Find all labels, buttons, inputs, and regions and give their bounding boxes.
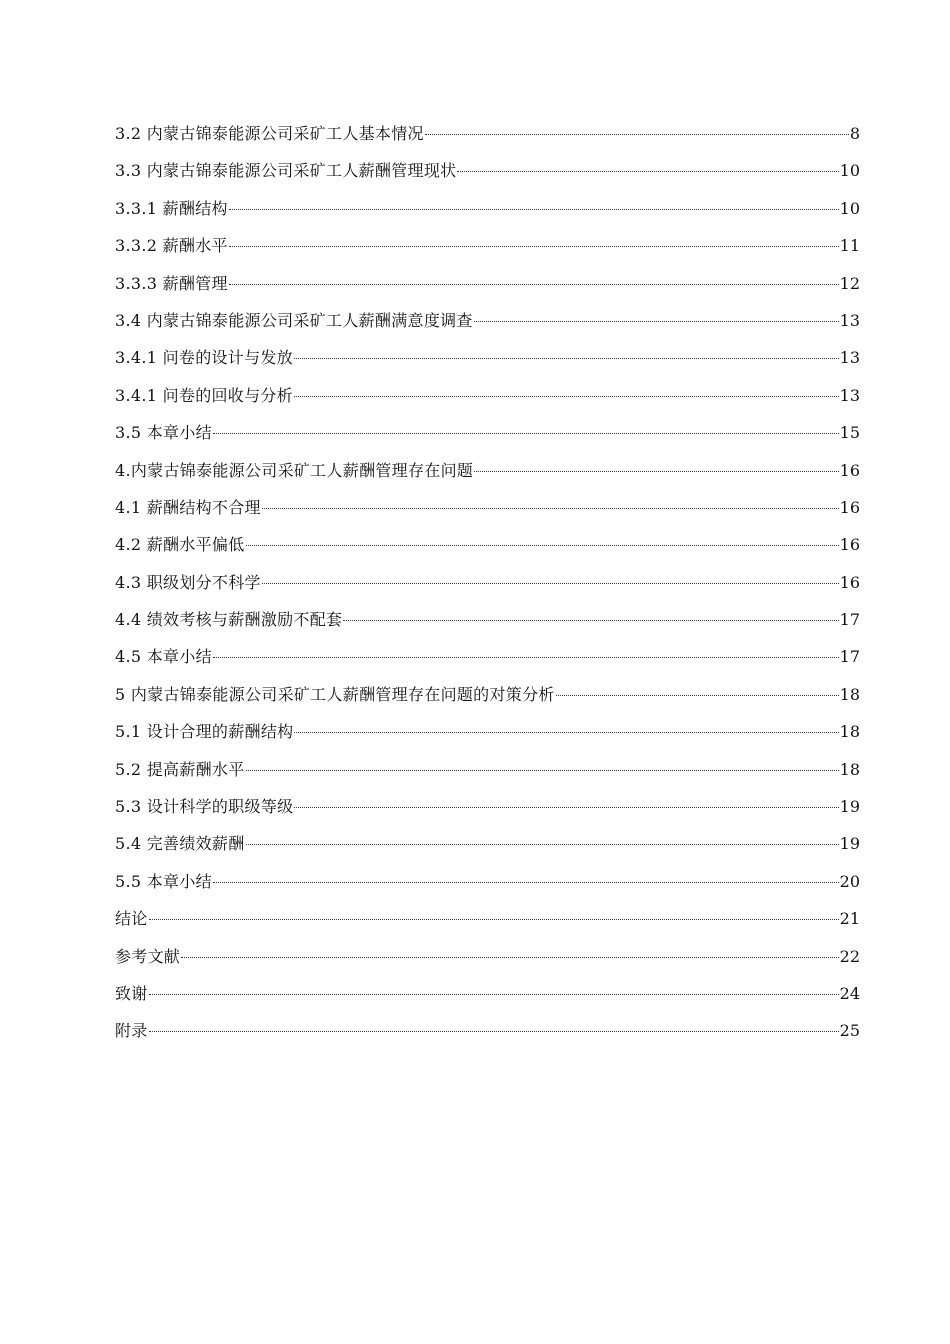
toc-entry[interactable] bbox=[115, 975, 860, 1012]
toc-entry[interactable] bbox=[115, 227, 860, 264]
toc-entry[interactable] bbox=[115, 489, 860, 526]
toc-entry-title: 4.内蒙古锦泰能源公司采矿工人薪酬管理存在问题 bbox=[115, 460, 474, 480]
toc-entry-title: 4.2 薪酬水平偏低 bbox=[115, 535, 245, 555]
toc-entry[interactable] bbox=[115, 713, 860, 750]
toc-entry-title: 3.3.2 薪酬水平 bbox=[115, 236, 228, 256]
toc-entry[interactable] bbox=[115, 825, 860, 862]
toc-entry[interactable] bbox=[115, 414, 860, 451]
toc-entry-page: 15 bbox=[839, 423, 860, 443]
toc-leader-dots bbox=[294, 396, 839, 397]
toc-entry-title: 3.3.1 薪酬结构 bbox=[115, 198, 228, 218]
toc-entry-page: 19 bbox=[839, 797, 860, 817]
toc-entry-title: 附录 bbox=[115, 1021, 148, 1041]
toc-entry[interactable] bbox=[115, 863, 860, 900]
toc-leader-dots bbox=[246, 770, 839, 771]
toc-leader-dots bbox=[474, 471, 838, 472]
toc-leader-dots bbox=[474, 321, 839, 322]
toc-entry[interactable] bbox=[115, 190, 860, 227]
toc-entry[interactable] bbox=[115, 938, 860, 975]
table-of-contents bbox=[115, 115, 860, 1050]
toc-entry[interactable] bbox=[115, 526, 860, 563]
toc-entry[interactable] bbox=[115, 788, 860, 825]
toc-entry[interactable] bbox=[115, 339, 860, 376]
toc-leader-dots bbox=[556, 695, 839, 696]
toc-entry-title: 致谢 bbox=[115, 983, 148, 1003]
toc-leader-dots bbox=[343, 620, 838, 621]
toc-entry-title: 3.3.3 薪酬管理 bbox=[115, 273, 228, 293]
toc-entry-title: 5.2 提高薪酬水平 bbox=[115, 759, 245, 779]
toc-entry-page: 13 bbox=[839, 348, 860, 368]
toc-entry[interactable] bbox=[115, 377, 860, 414]
toc-entry-title: 4.1 薪酬结构不合理 bbox=[115, 497, 261, 517]
toc-entry-page: 8 bbox=[849, 124, 860, 143]
toc-entry[interactable] bbox=[115, 601, 860, 638]
toc-entry-page: 19 bbox=[839, 834, 860, 854]
toc-leader-dots bbox=[149, 1031, 839, 1032]
toc-entry[interactable] bbox=[115, 638, 860, 675]
toc-entry-page: 16 bbox=[839, 535, 860, 555]
toc-entry-title: 3.5 本章小结 bbox=[115, 423, 212, 443]
toc-entry-page: 12 bbox=[839, 273, 860, 293]
toc-entry[interactable] bbox=[115, 1012, 860, 1049]
toc-entry-page: 11 bbox=[839, 236, 860, 256]
toc-entry[interactable] bbox=[115, 302, 860, 339]
toc-entry-page: 18 bbox=[839, 722, 860, 742]
toc-entry[interactable] bbox=[115, 900, 860, 937]
toc-entry-page: 18 bbox=[839, 759, 860, 779]
toc-entry-title: 4.5 本章小结 bbox=[115, 647, 212, 667]
toc-entry-page: 25 bbox=[839, 1021, 860, 1041]
toc-entry-title: 4.3 职级划分不科学 bbox=[115, 572, 261, 592]
toc-entry-page: 17 bbox=[839, 610, 860, 630]
toc-entry-title: 参考文献 bbox=[115, 946, 181, 966]
toc-entry-page: 18 bbox=[839, 684, 860, 704]
toc-leader-dots bbox=[294, 358, 839, 359]
toc-entry-title: 3.4 内蒙古锦泰能源公司采矿工人薪酬满意度调查 bbox=[115, 310, 473, 330]
toc-entry-title: 3.4.1 问卷的设计与发放 bbox=[115, 348, 293, 368]
toc-entry-page: 10 bbox=[839, 198, 860, 218]
toc-leader-dots bbox=[213, 657, 839, 658]
toc-entry-title: 5.4 完善绩效薪酬 bbox=[115, 834, 245, 854]
toc-leader-dots bbox=[213, 882, 839, 883]
toc-leader-dots bbox=[213, 433, 839, 434]
toc-entry-page: 16 bbox=[839, 572, 860, 592]
toc-entry-title: 4.4 绩效考核与薪酬激励不配套 bbox=[115, 610, 343, 630]
toc-entry-title: 5 内蒙古锦泰能源公司采矿工人薪酬管理存在问题的对策分析 bbox=[115, 684, 555, 704]
toc-leader-dots bbox=[229, 284, 839, 285]
toc-entry-page: 21 bbox=[839, 909, 860, 929]
toc-leader-dots bbox=[149, 994, 839, 995]
toc-leader-dots bbox=[294, 807, 838, 808]
toc-entry-title: 结论 bbox=[115, 909, 148, 929]
toc-entry[interactable] bbox=[115, 115, 860, 152]
toc-entry-page: 16 bbox=[839, 497, 860, 517]
toc-entry-page: 10 bbox=[839, 161, 860, 181]
toc-entry[interactable] bbox=[115, 452, 860, 489]
toc-leader-dots bbox=[246, 844, 839, 845]
toc-leader-dots bbox=[262, 508, 839, 509]
toc-leader-dots bbox=[262, 583, 839, 584]
toc-entry-page: 13 bbox=[839, 385, 860, 405]
toc-entry-title: 3.2 内蒙古锦泰能源公司采矿工人基本情况 bbox=[115, 124, 424, 143]
toc-entry[interactable] bbox=[115, 676, 860, 713]
toc-entry-page: 16 bbox=[839, 460, 860, 480]
toc-leader-dots bbox=[229, 209, 839, 210]
toc-entry-title: 3.4.1 问卷的回收与分析 bbox=[115, 385, 293, 405]
toc-entry-page: 24 bbox=[839, 983, 860, 1003]
toc-leader-dots bbox=[181, 957, 838, 958]
toc-entry-page: 20 bbox=[839, 871, 860, 891]
toc-entry-title: 3.3 内蒙古锦泰能源公司采矿工人薪酬管理现状 bbox=[115, 161, 457, 181]
toc-entry-title: 5.5 本章小结 bbox=[115, 871, 212, 891]
toc-leader-dots bbox=[229, 246, 839, 247]
toc-entry[interactable] bbox=[115, 564, 860, 601]
toc-entry-title: 5.3 设计科学的职级等级 bbox=[115, 797, 294, 817]
toc-entry[interactable] bbox=[115, 751, 860, 788]
toc-leader-dots bbox=[246, 545, 839, 546]
toc-leader-dots bbox=[425, 134, 849, 135]
toc-entry-page: 17 bbox=[839, 647, 860, 667]
toc-leader-dots bbox=[457, 171, 838, 172]
toc-entry[interactable] bbox=[115, 152, 860, 189]
toc-entry-page: 13 bbox=[839, 310, 860, 330]
toc-entry-page: 22 bbox=[839, 946, 860, 966]
toc-leader-dots bbox=[294, 732, 838, 733]
toc-entry-title: 5.1 设计合理的薪酬结构 bbox=[115, 722, 294, 742]
toc-leader-dots bbox=[149, 919, 839, 920]
toc-entry[interactable] bbox=[115, 265, 860, 302]
